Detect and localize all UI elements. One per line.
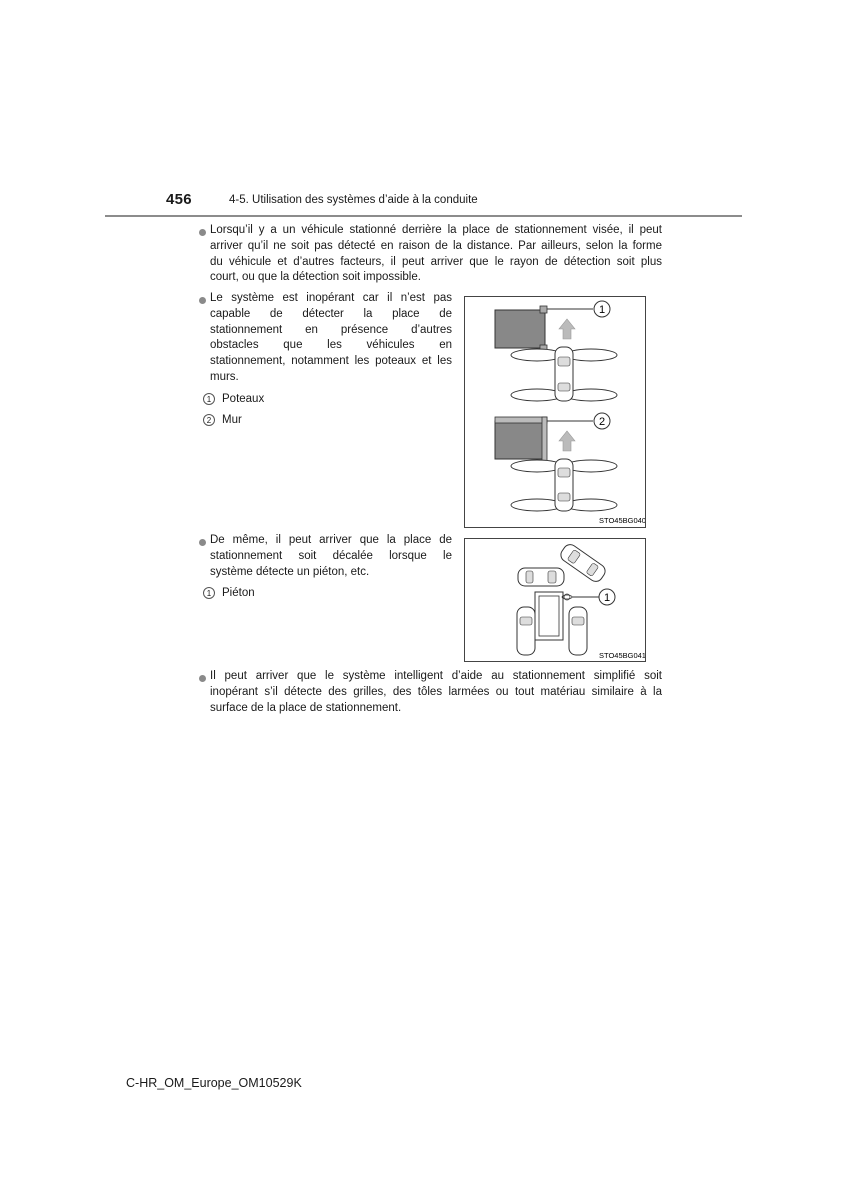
car-icon [555, 347, 573, 401]
callout-number: 1 [203, 587, 215, 599]
arrow-icon [559, 319, 575, 339]
legend-item-pieton [203, 587, 255, 599]
callout-number: 1 [598, 304, 606, 316]
bullet-icon [199, 297, 206, 304]
pedestrian-illustration [465, 539, 645, 661]
car-windshield [520, 617, 532, 625]
paragraph-line: Le système est inopérant car il n’est pas [210, 292, 452, 304]
paragraph-line: inopérant s’il détecte des grilles, des tôles larmées ou tout matériau similaire à la [210, 685, 662, 698]
post-icon [540, 306, 547, 313]
car-icon [517, 607, 535, 655]
arrow-icon [559, 431, 575, 451]
header-rule [105, 215, 742, 217]
car-icon [555, 459, 573, 511]
car-windshield [572, 617, 584, 625]
paragraph-line: capable de détecter la place de [210, 307, 452, 320]
paragraph-1 [210, 223, 662, 286]
parked-block [495, 421, 545, 459]
legend-label: Piéton [222, 587, 255, 599]
car-rear-window [558, 493, 570, 501]
callout-number: 2 [598, 416, 606, 428]
car-icon [569, 607, 587, 655]
car-icon [518, 568, 564, 586]
bullet-icon [199, 675, 206, 682]
legend-label: Mur [222, 414, 242, 426]
figure-parking-obstacles [464, 296, 646, 528]
legend-item-mur [203, 414, 242, 426]
wall-icon [542, 417, 547, 461]
paragraph-line: De même, il peut arriver que la place de [210, 534, 452, 546]
legend-item-poteaux [203, 393, 264, 405]
figure-code: STO45BG040 [599, 516, 645, 525]
paragraph-2 [210, 291, 452, 386]
obstacles-illustration [465, 297, 645, 527]
paragraph-line: stationnement, notamment les poteaux et les [210, 355, 452, 368]
paragraph-3 [210, 533, 452, 580]
paragraph-line: arriver qu’il ne soit pas détecté en raison de la distance. Par ailleurs, selon la forme [210, 239, 662, 252]
bullet-icon [199, 539, 206, 546]
callout-number: 2 [203, 414, 215, 426]
paragraph-line: du véhicule et d’autres facteurs, il peut arriver que le rayon de détection soit plus [210, 255, 662, 268]
parked-block [495, 310, 545, 348]
paragraph-line: stationnement en présence d’autres [210, 323, 452, 336]
section-title: 4-5. Utilisation des systèmes d’aide à la conduite [229, 194, 478, 206]
paragraph-line: murs. [210, 370, 239, 383]
car-windshield [558, 468, 570, 477]
paragraph-4 [210, 669, 662, 716]
paragraph-line: système détecte un piéton, etc. [210, 565, 370, 578]
paragraph-line: obstacles que les véhicules en [210, 339, 452, 352]
paragraph-line: Il peut arriver que le système intelligent d’aide au stationnement simplifié soit [210, 670, 662, 682]
paragraph-line: Lorsqu’il y a un véhicule stationné derrière la place de stationnement visée, il peut [210, 224, 662, 236]
paragraph-line: stationnement soit décalée lorsque le [210, 549, 452, 562]
car-icon [558, 542, 608, 584]
callout-number: 1 [603, 592, 611, 604]
car-rear-window [558, 383, 570, 391]
footer-doc-code: C-HR_OM_Europe_OM10529K [126, 1076, 302, 1090]
figure-pedestrian [464, 538, 646, 662]
wall-icon [495, 417, 547, 423]
paragraph-line: court, ou que la détection soit impossible. [210, 271, 421, 284]
legend-label: Poteaux [222, 393, 265, 405]
paragraph-line: surface de la place de stationnement. [210, 701, 402, 714]
page-number: 456 [166, 191, 192, 208]
bullet-icon [199, 229, 206, 236]
car-windshield [558, 357, 570, 366]
figure-code: STO45BG041 [599, 651, 645, 660]
callout-number: 1 [203, 393, 215, 405]
